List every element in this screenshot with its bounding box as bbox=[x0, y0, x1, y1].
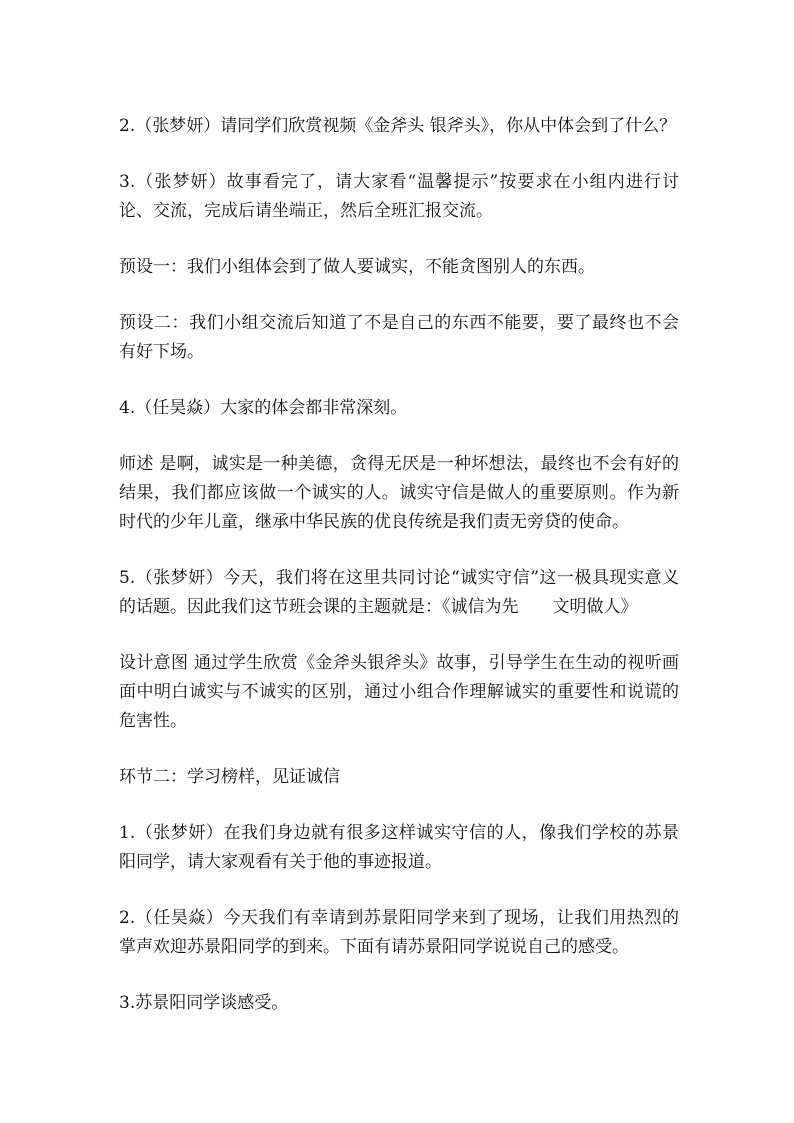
paragraph-share: 3.苏景阳同学谈感受。 bbox=[119, 993, 289, 1013]
paragraph-teacher-statement: 师述 是啊，诚实是一种美德，贪得无厌是一种坏想法，最终也不会有好的结果，我们都应该做一个诚实的人。诚实守信是做人的重要原则。作为新时代的少年儿童，继承中华民族的优良传统是我们责无旁贷的使命。 bbox=[119, 454, 679, 532]
section-heading: 环节二：学习榜样，见证诚信 bbox=[119, 767, 340, 787]
paragraph-role-model: 1.（张梦妍）在我们身边就有很多这样诚实守信的人，像我们学校的苏景阳同学，请大家观看有关于他的事迹报道。 bbox=[119, 823, 679, 872]
paragraph-video-question: 2.（张梦妍）请同学们欣赏视频《金斧头 银斧头》，你从中体会到了什么？ bbox=[119, 116, 677, 136]
paragraph-design-intent: 设计意图 通过学生欣赏《金斧头银斧头》故事，引导学生在生动的视听画面中明白诚实与不诚实的区别，通过小组合作理解诚实的重要性和说谎的危害性。 bbox=[119, 653, 679, 731]
paragraph-preset-two: 预设二：我们小组交流后知道了不是自己的东西不能要，要了最终也不会有好下场。 bbox=[119, 313, 679, 362]
paragraph-welcome: 2.（任昊焱）今天我们有幸请到苏景阳同学来到了现场，让我们用热烈的掌声欢迎苏景阳同学的到来。下面有请苏景阳同学说说自己的感受。 bbox=[119, 908, 679, 957]
paragraph-group-discussion: 3.（张梦妍）故事看完了，请大家看“温馨提示”按要求在小组内进行讨论、交流，完成后请坐端正，然后全班汇报交流。 bbox=[119, 172, 679, 221]
paragraph-feedback: 4.（任昊焱）大家的体会都非常深刻。 bbox=[119, 398, 408, 418]
paragraph-theme: 5.（张梦妍）今天，我们将在这里共同讨论“诚实守信”这一极具现实意义的话题。因此我们这节班会课的主题就是：《诚信为先 文明做人》 bbox=[119, 568, 679, 617]
document-body bbox=[119, 112, 679, 1045]
paragraph-preset-one: 预设一：我们小组体会到了做人要诚实，不能贪图别人的东西。 bbox=[119, 257, 595, 277]
